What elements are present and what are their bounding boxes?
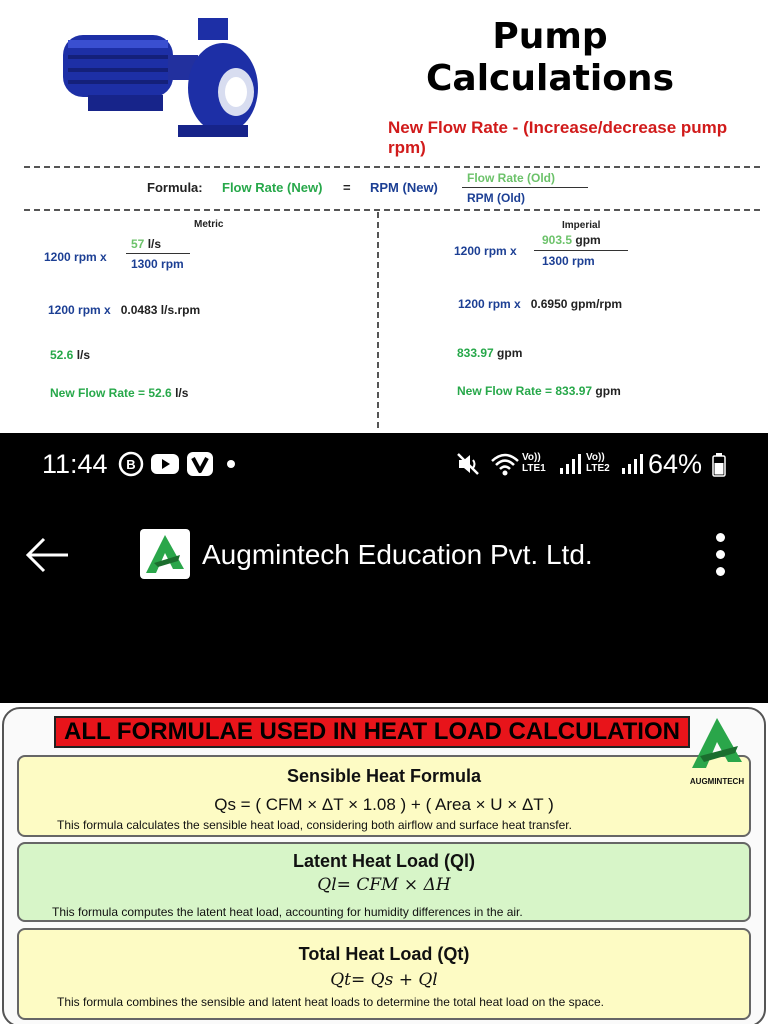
signal1-icon bbox=[558, 451, 582, 477]
augmintech-watermark-logo bbox=[682, 716, 752, 786]
title-line-1: Pump bbox=[492, 16, 608, 57]
card-description: This formula combines the sensible and latent heat loads to determine the total heat load on the space. bbox=[57, 995, 605, 1009]
status-time: 11:44 bbox=[42, 449, 108, 479]
b-notification-icon bbox=[118, 451, 144, 477]
card-formula: Ql= CFM × ΔH bbox=[317, 875, 451, 895]
battery-percentage: 64% bbox=[648, 449, 703, 479]
svg-text:B: B bbox=[126, 457, 136, 472]
formula-equals: = bbox=[343, 180, 351, 195]
formula-denominator: RPM (Old) bbox=[467, 191, 525, 205]
metric-heading: Metric bbox=[194, 219, 224, 230]
network1-label: Vo)) LTE1 bbox=[522, 452, 546, 474]
metric-line2: 1200 rpm x 0.0483 l/s.rpm bbox=[48, 303, 201, 317]
channel-logo[interactable] bbox=[140, 529, 190, 579]
divider-vertical bbox=[377, 212, 379, 428]
battery-icon bbox=[712, 453, 726, 477]
card-formula: Qt= Qs + Ql bbox=[330, 970, 438, 990]
formula-label: Formula: bbox=[147, 180, 203, 195]
v-app-icon bbox=[186, 451, 214, 477]
augmintech-logo-icon bbox=[140, 529, 190, 579]
formula-rpm-new: RPM (New) bbox=[370, 180, 438, 195]
card-title: Latent Heat Load (Ql) bbox=[292, 851, 475, 871]
card-title: Total Heat Load (Qt) bbox=[298, 944, 470, 964]
status-bar bbox=[0, 433, 768, 493]
formula-fraction-line bbox=[462, 187, 588, 188]
imperial-line2: 1200 rpm x 0.6950 gpm/rpm bbox=[458, 297, 623, 311]
more-options-button[interactable] bbox=[708, 531, 734, 579]
youtube-icon bbox=[150, 451, 180, 477]
logo-text: AUGMINTECH bbox=[689, 777, 745, 786]
pump-calculations-image[interactable] bbox=[0, 0, 768, 433]
metric-line3: 52.6 l/s bbox=[50, 348, 91, 362]
imperial-line1-prefix: 1200 rpm x bbox=[454, 244, 517, 258]
pump-illustration bbox=[58, 10, 268, 145]
heat-load-formulae-image[interactable] bbox=[0, 703, 768, 1024]
card-sensible-heat bbox=[17, 755, 751, 837]
heat-header: ALL FORMULAE USED IN HEAT LOAD CALCULATION bbox=[54, 716, 690, 748]
card-description: This formula calculates the sensible heat load, considering both airflow and surface heat transfer. bbox=[57, 818, 572, 832]
metric-result: New Flow Rate = 52.6 l/s bbox=[50, 386, 189, 400]
augmintech-logo-icon bbox=[682, 716, 752, 776]
imperial-line1-denominator: 1300 rpm bbox=[542, 254, 595, 268]
card-total-heat bbox=[17, 928, 751, 1020]
metric-line1-numerator: 57 l/s bbox=[131, 237, 162, 251]
divider-bottom bbox=[24, 209, 760, 211]
card-formula: Qs = ( CFM × ΔT × 1.08 ) + ( Area × U × ΔT ) bbox=[214, 795, 554, 814]
more-notifications-dot-icon bbox=[226, 459, 236, 469]
divider-top bbox=[24, 166, 760, 168]
imperial-fraction-line bbox=[534, 250, 628, 251]
card-description: This formula computes the latent heat load, accounting for humidity differences in the air. bbox=[52, 905, 523, 919]
more-dot-icon bbox=[716, 567, 725, 576]
formula-numerator: Flow Rate (Old) bbox=[467, 171, 555, 185]
wifi-icon bbox=[490, 451, 520, 477]
signal2-icon bbox=[620, 451, 644, 477]
pump-subtitle: New Flow Rate - (Increase/decrease pump rpm) bbox=[388, 118, 728, 157]
channel-name[interactable]: Augmintech Education Pvt. Ltd. bbox=[202, 539, 593, 570]
imperial-line3: 833.97 gpm bbox=[457, 346, 523, 360]
more-dot-icon bbox=[716, 533, 725, 542]
mute-icon bbox=[456, 451, 482, 477]
metric-fraction-line bbox=[126, 253, 190, 254]
metric-line1-denominator: 1300 rpm bbox=[131, 257, 184, 271]
app-bar bbox=[0, 493, 768, 703]
imperial-heading: Imperial bbox=[562, 220, 601, 231]
network2-label: Vo)) LTE2 bbox=[586, 452, 610, 474]
pump-title bbox=[400, 16, 700, 100]
card-title: Sensible Heat Formula bbox=[286, 766, 482, 786]
back-arrow-icon[interactable] bbox=[22, 535, 74, 575]
more-dot-icon bbox=[716, 550, 725, 559]
title-line-2: Calculations bbox=[426, 58, 674, 99]
formula-lhs: Flow Rate (New) bbox=[222, 180, 323, 195]
metric-line1-prefix: 1200 rpm x bbox=[44, 250, 107, 264]
imperial-line1-numerator: 903.5 gpm bbox=[542, 233, 601, 247]
card-latent-heat bbox=[17, 842, 751, 922]
imperial-result: New Flow Rate = 833.97 gpm bbox=[457, 384, 621, 398]
